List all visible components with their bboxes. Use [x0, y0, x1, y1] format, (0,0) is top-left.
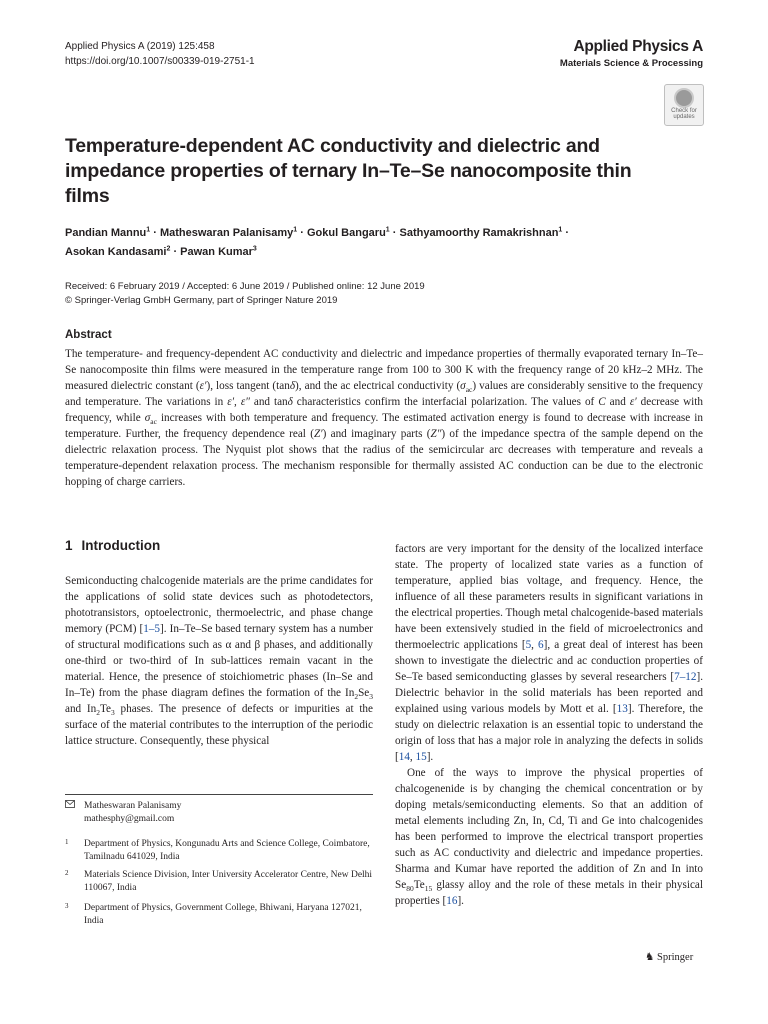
citation-link[interactable]: 14	[398, 751, 410, 763]
affiliation: 3 Department of Physics, Government College, Bhiwani, Haryana 127021, India	[65, 902, 362, 926]
citation-link[interactable]: 16	[446, 895, 458, 907]
journal-name: Applied Physics A	[573, 38, 703, 55]
check-for-updates-badge[interactable]: Check for updates	[664, 84, 704, 126]
publication-dates	[65, 280, 425, 307]
publisher-name: Springer	[657, 952, 694, 963]
contact-email[interactable]: mathesphy@gmail.com	[84, 813, 175, 824]
springer-horse-icon: ♞	[645, 952, 655, 963]
section-heading-introduction: 1 Introduction	[65, 538, 161, 553]
publisher-footer	[645, 951, 693, 963]
article-citation-block	[65, 39, 255, 69]
affiliation: 2 Materials Science Division, Inter University Accelerator Centre, New Delhi 110067, India	[65, 869, 373, 893]
journal-header	[560, 38, 703, 69]
contact-name: Matheswaran Palanisamy	[84, 801, 182, 811]
citation-link[interactable]: 13	[616, 703, 628, 715]
citation-link[interactable]: 5	[525, 639, 532, 651]
copyright: © Springer-Verlag GmbH Germany, part of Springer Nature 2019	[65, 294, 338, 306]
citation: Applied Physics A (2019) 125:458	[65, 41, 215, 52]
article-title: Temperature-dependent AC conductivity and dielectric and impedance properties of ternary In–Te–Se nanocomposite thin films	[65, 135, 632, 207]
author[interactable]: Pandian Mannu$^1$	[65, 226, 151, 239]
author[interactable]: Asokan Kandasami$^2$	[65, 245, 171, 258]
affiliation: 1 Department of Physics, Kongunadu Arts and Science College, Coimbatore, Tamilnadu 641029, India	[65, 838, 370, 862]
footnote-divider	[65, 794, 373, 795]
citation-link[interactable]: 1–5	[143, 623, 161, 635]
bookmark-icon	[674, 88, 694, 108]
abstract-heading: Abstract	[65, 329, 112, 341]
doi-link[interactable]: https://doi.org/10.1007/s00339-019-2751-1	[65, 56, 255, 67]
journal-subtitle: Materials Science & Processing	[559, 58, 703, 69]
author[interactable]: Pawan Kumar$^3$	[180, 245, 257, 258]
body-column-right	[395, 541, 703, 909]
body-column-left: Semiconducting chalcogenide materials are the prime candidates for the applications of solid state devices such as photodetectors, phototransistors, optoelectronic, thermoelectric, and phase change memory (PCM) [1–5]. In–Te–Se based ternary system has a number of structural modifications such as α and β phases, and additionally one-third or two-third of In sub-lattices remain vacant in the material. Hence, the presence of stoichiometric phases (In–Se and In–Te) from the phase diagram defines the formation of the $In_2Se_3$ and $In_2Te_3$ phases. The presence of defects or impurities at the surface of the material contributes to the interruption of the periodic lattice structure. Consequently, these physical	[65, 575, 374, 747]
author[interactable]: Sathyamoorthy Ramakrishnan$^1$	[399, 226, 563, 239]
author[interactable]: Matheswaran Palanisamy$^1$	[159, 226, 298, 239]
author-list: Pandian Mannu$^1$ · Matheswaran Palanisamy$^1$ · Gokul Bangaru$^1$ · Sathyamoorthy Ramakrishnan$^1$ · Asokan Kandasami$^2$ · Pawan Kumar$^3$	[65, 226, 570, 258]
abstract-text: The temperature- and frequency-dependent AC conductivity and dielectric and impedance properties of thermally evaporated ternary In–Te–Se nanocomposite thin films were measured in the temperature range from 100 to 300 K with the frequency range of 20 kHz–2 MHz. The measured dielectric constant (ε′), loss tangent (tanδ), and the ac electrical conductivity $(\sigma_{ac})$ values are considerably sensitive to the frequency and temperature. The variations in ε′, ε″ and tanδ characteristics confirm the interfacial polarization. The values of C and ε′ decrease with frequency, while $\sigma_{ac}$ increases with both temperature and frequency. The estimated activation energy is found to decrease with increase in temperature. Further, the frequency dependence real (Z′) and imaginary parts (Z″) of the impedance spectra of the sample depend on the dielectric relaxation process. The Nyquist plot shows that the radius of the semicircular arc decreases with temperature and reveals a temperature-dependent relaxation process. The mechanism responsible for thermally assisted AC conduction can be due to the electronic hopping of charge carriers.	[65, 348, 703, 488]
citation-link[interactable]: 6	[538, 639, 544, 651]
paragraph: factors are very important for the density of the localized interface state. The property of localized state varies as a function of temperature, applied bias voltage, and frequency. Hence, the influence of all these parameters results in significant variations in the electrical properties. Though metal chalcogenide-based materials have been extensively studied in the field of microelectronics and thermoelectric applications [5, 6], a great deal of interest has been shown to investigate the dielectric and ac conduction properties of Se–Te based semiconducting glasses by several researchers [7–12]. Dielectric behavior in the solid materials has been reported and explained using various models by Mott et al. [13]. Therefore, the study on dielectric relaxation is an essential topic to understand the origin of loss that has a major role in analyzing the defects in solids [14, 15].	[395, 543, 704, 763]
envelope-icon	[65, 800, 75, 813]
corresponding-author	[65, 800, 181, 825]
citation-link[interactable]: 15	[415, 751, 427, 763]
citation-link[interactable]: 7–12	[674, 671, 697, 683]
history: Received: 6 February 2019 / Accepted: 6 June 2019 / Published online: 12 June 2019	[65, 281, 425, 292]
paragraph: One of the ways to improve the physical properties of chalcogenenide is by changing the chemical concentration or by doping metals/semiconducting elements. So that an addition of metal elements including Zn, In, Cd, Ti and Ge into chalcogenides has been performed to improve the electrical transport properties such as AC conductivity and dielectric and impedance properties. Sharma and Kumar have reported the addition of Zn and In into $Se_{80}Te_{15}$ glassy alloy and the role of these metals in their physical properties [16].	[395, 767, 703, 907]
author[interactable]: Gokul Bangaru$^1$	[306, 226, 390, 239]
